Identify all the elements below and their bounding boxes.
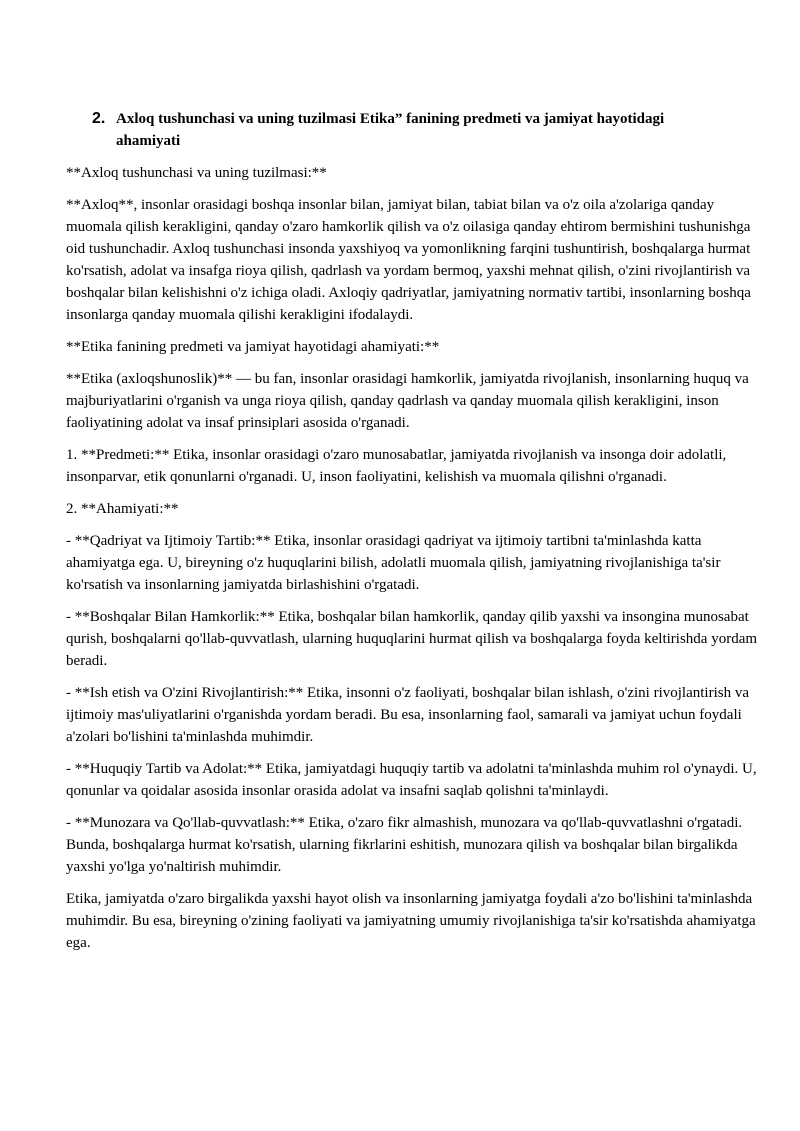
heading-title: Axloq tushunchasi va uning tuzilmasi Etika” fanining predmeti va jamiyat hayotidagi ahamiyati — [116, 111, 665, 149]
bullet-adolat: - **Huquqiy Tartib va Adolat:** Etika, jamiyatdagi huquqiy tartib va adolatni ta'minlashda muhim rol o'ynaydi. U, qonunlar va qoidalar asosida insonlar orasida adolat va insafni saqlab qolishni ta'minlaydi. — [66, 761, 757, 799]
bullet-hamkorlik: - **Boshqalar Bilan Hamkorlik:** Etika, boshqalar bilan hamkorlik, qanday qilib yaxshi va insongina munosabat qurish, boshqalarni qo'llab-quvvatlash, ularning huquqlarini hurmat qilish va boshqalarga foyda keltirishda yordam beradi. — [66, 609, 758, 669]
heading-number: 2. — [92, 110, 106, 127]
list-item-predmeti: 1. **Predmeti:** Etika, insonlar orasidagi o'zaro munosabatlar, jamiyatda rivojlanish va insonga doir adolatli, insonparvar, etik qonunlarni o'rganadi. U, inson faoliyatini, kelishish va muomala qilishni o'rganadi. — [66, 447, 727, 485]
subheading-etika: **Etika fanining predmeti va jamiyat hayotidagi ahamiyati:** — [66, 339, 440, 355]
bullet-rivojlantirish: - **Ish etish va O'zini Rivojlantirish:** Etika, insonni o'z faoliyati, boshqalar bilan ishlash, o'zini rivojlantirish va ijtimoiy mas'uliyatlarini o'rganishda yordam beradi. Bu esa, insonlarning faol, samarali va jamiyat uchun foydali a'zolari bo'lishini ta'minlashda muhimdir. — [66, 685, 749, 745]
bullet-munozara: - **Munozara va Qo'llab-quvvatlash:** Etika, o'zaro fikr almashish, munozara va qo'llab-quvvatlashni o'rgatadi. Bunda, boshqalarga hurmat ko'rsatish, ularning fikrlarini eshitish, munozara qilish va boshqalar bilan birgalikda yaxshi yo'lga yo'naltirish muhimdir. — [66, 815, 743, 875]
subheading-axloq: **Axloq tushunchasi va uning tuzilmasi:** — [66, 165, 327, 181]
bullet-qadriyat: - **Qadriyat va Ijtimoiy Tartib:** Etika, insonlar orasidagi qadriyat va ijtimoiy tartibni ta'minlashda katta ahamiyatga ega. U, bireyning o'z huquqlarini bilish, adolatli muomala qilish, jamiyatning rivojlanishiga ta'sir ko'rsatish va insonlarning jamiyatda birlashishini o'rgatadi. — [66, 533, 721, 593]
document-body — [66, 162, 758, 964]
paragraph-conclusion: Etika, jamiyatda o'zaro birgalikda yaxshi hayot olish va insonlarning jamiyatga foydali a'zo bo'lishini ta'minlashda muhimdir. Bu esa, bireyning o'zining faoliyati va jamiyatning umumiy rivojlanishiga ta'sir ko'rsatishda ahamiyatga ega. — [66, 891, 756, 951]
section-heading — [92, 108, 732, 152]
paragraph-etika-definition: **Etika (axloqshunoslik)** — bu fan, insonlar orasidagi hamkorlik, jamiyatda rivojlanish, insonlarning huquq va majburiyatlarini o'rganish va unga rioya qilish, qanday qadrlash va qanday muomala qilish kerakligini, inson faoliyatining adolat va insaf prinsiplari asosida o'rganadi. — [66, 371, 749, 431]
paragraph-axloq-definition: **Axloq**, insonlar orasidagi boshqa insonlar bilan, jamiyat bilan, tabiat bilan va o'z oila a'zolariga qanday muomala qilish kerakligini, qanday o'zaro hamkorlik qilish va o'z oilasiga qanday ehtirom bermishini tushunishga oid tushunchadir. Axloq tushunchasi insonda yaxshiyoq va yomonlikning farqini tushuntirish, boshqalarga hurmat ko'rsatish, adolat va insafga rioya qilish, qadrlash va yordam bermoq, yaxshi mehnat qilish, o'zini rivojlantirish va boshqalar bilan kelishishni o'z ichiga oladi. Axloqiy qadriyatlar, jamiyatning normativ tartibi, insonlarning boshqa insonlarga qanday muomala qilishi kerakligini ifodalaydi. — [66, 197, 751, 323]
list-item-ahamiyati: 2. **Ahamiyati:** — [66, 501, 179, 517]
